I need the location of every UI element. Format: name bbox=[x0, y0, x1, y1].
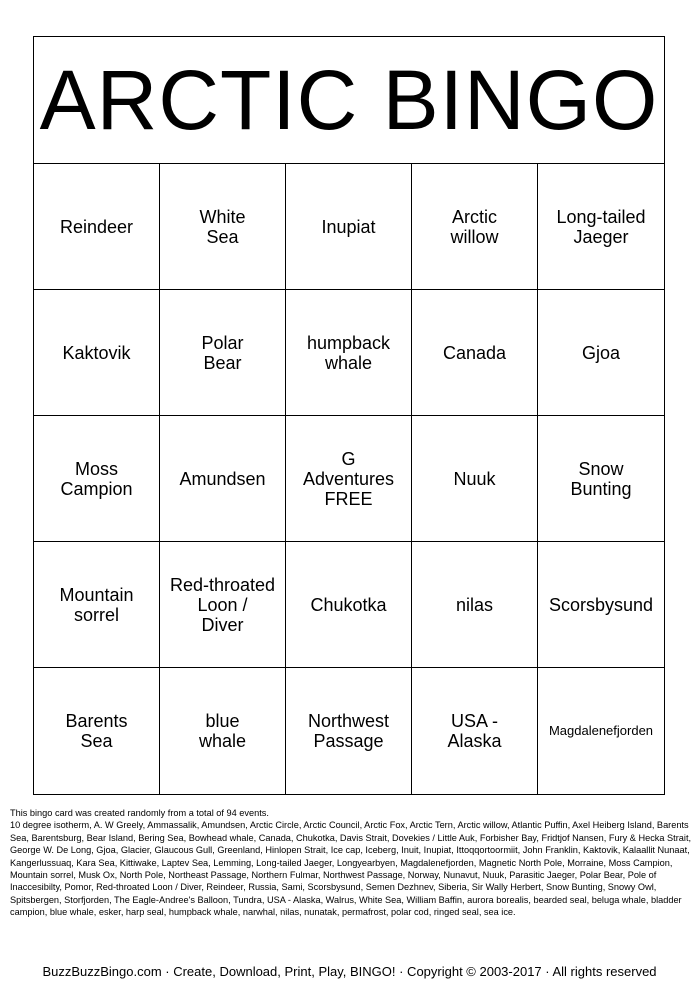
bingo-cell: Amundsen bbox=[160, 416, 286, 542]
bingo-cell: Barents Sea bbox=[34, 668, 160, 794]
bingo-cell: blue whale bbox=[160, 668, 286, 794]
bingo-cell: White Sea bbox=[160, 164, 286, 290]
event-list-note bbox=[10, 807, 692, 919]
bingo-cell: Canada bbox=[412, 290, 538, 416]
bingo-grid bbox=[34, 164, 664, 794]
note-intro: This bingo card was created randomly from a total of 94 events. bbox=[10, 808, 269, 818]
bingo-cell: Inupiat bbox=[286, 164, 412, 290]
bingo-cell: Moss Campion bbox=[34, 416, 160, 542]
bingo-cell: USA - Alaska bbox=[412, 668, 538, 794]
bingo-cell: nilas bbox=[412, 542, 538, 668]
bingo-cell: Magdalenefjorden bbox=[548, 723, 654, 738]
bingo-cell: Reindeer bbox=[34, 164, 160, 290]
note-events: 10 degree isotherm, A. W Greely, Ammassalik, Amundsen, Arctic Circle, Arctic Council, Arctic Fox, Arctic Tern, Arctic willow, Atlantic Puffin, Axel Heiberg Island, Barents Sea, Barentsburg, Bear Island, Bering Sea, Bowhead whale, Canada, Chukotka, Davis Strait, Dovekies / Little Auk, Forbisher Bay, Fridtjof Nansen, Fury & Hecka Strait, George W. De Long, Gjoa, Glacier, Glaucous Gull, Greenland, Hinlopen Strait, Ice cap, Iceberg, Inuit, Inupiat, Ittoqqortoormiit, John Franklin, Kaktovik, Kalaallit Nunaat, Kangerlussuaq, Kara Sea, Kittiwake, Laptev Sea, Lemming, Long-tailed Jaeger, Longyearbyen, Magdalenefjorden, Magnetic North Pole, Morraine, Moss Campion, Mountain sorrel, Musk Ox, North Pole, Northeast Passage, Northern Fulmar, Northwest Passage, Norway, Nunavut, Nuuk, Parasitic Jaeger, Polar Bear, Pole of Inaccesibilty, Pomor, Red-throated Loon / Diver, Reindeer, Russia, Sami, Scorsbysund, Semen Dezhnev, Siberia, Sir Wally Herbert, Snow Bunting, Snowy Owl, Spitsbergen, Storfjorden, The Eagle-Andree's Balloon, Tundra, USA - Alaska, Walrus, White Sea, William Baffin, aurora borealis, bearded seal, beluga whale, bladder campion, blue whale, esker, harp seal, humpback whale, narwhal, nilas, nunatak, permafrost, polar cod, ringed seal, sea ice. bbox=[10, 820, 692, 918]
bingo-cell: Long-tailed Jaeger bbox=[538, 164, 664, 290]
card-title: ARCTIC BINGO bbox=[34, 37, 664, 164]
bingo-cell: Northwest Passage bbox=[286, 668, 412, 794]
bingo-cell-free: G Adventures FREE bbox=[286, 416, 412, 542]
bingo-cell: Polar Bear bbox=[160, 290, 286, 416]
bingo-cell: Scorsbysund bbox=[538, 542, 664, 668]
bingo-cell: Mountain sorrel bbox=[34, 542, 160, 668]
bingo-cell: Chukotka bbox=[286, 542, 412, 668]
bingo-card bbox=[33, 36, 665, 795]
bingo-cell: Nuuk bbox=[412, 416, 538, 542]
footer-copyright: BuzzBuzzBingo.com · Create, Download, Print, Play, BINGO! · Copyright © 2003-2017 · All rights reserved bbox=[42, 964, 657, 979]
bingo-cell: Snow Bunting bbox=[538, 416, 664, 542]
bingo-cell: Arctic willow bbox=[412, 164, 538, 290]
bingo-cell: humpback whale bbox=[286, 290, 412, 416]
bingo-cell: Red-throated Loon / Diver bbox=[160, 542, 286, 668]
bingo-cell: Gjoa bbox=[538, 290, 664, 416]
bingo-cell: Kaktovik bbox=[34, 290, 160, 416]
